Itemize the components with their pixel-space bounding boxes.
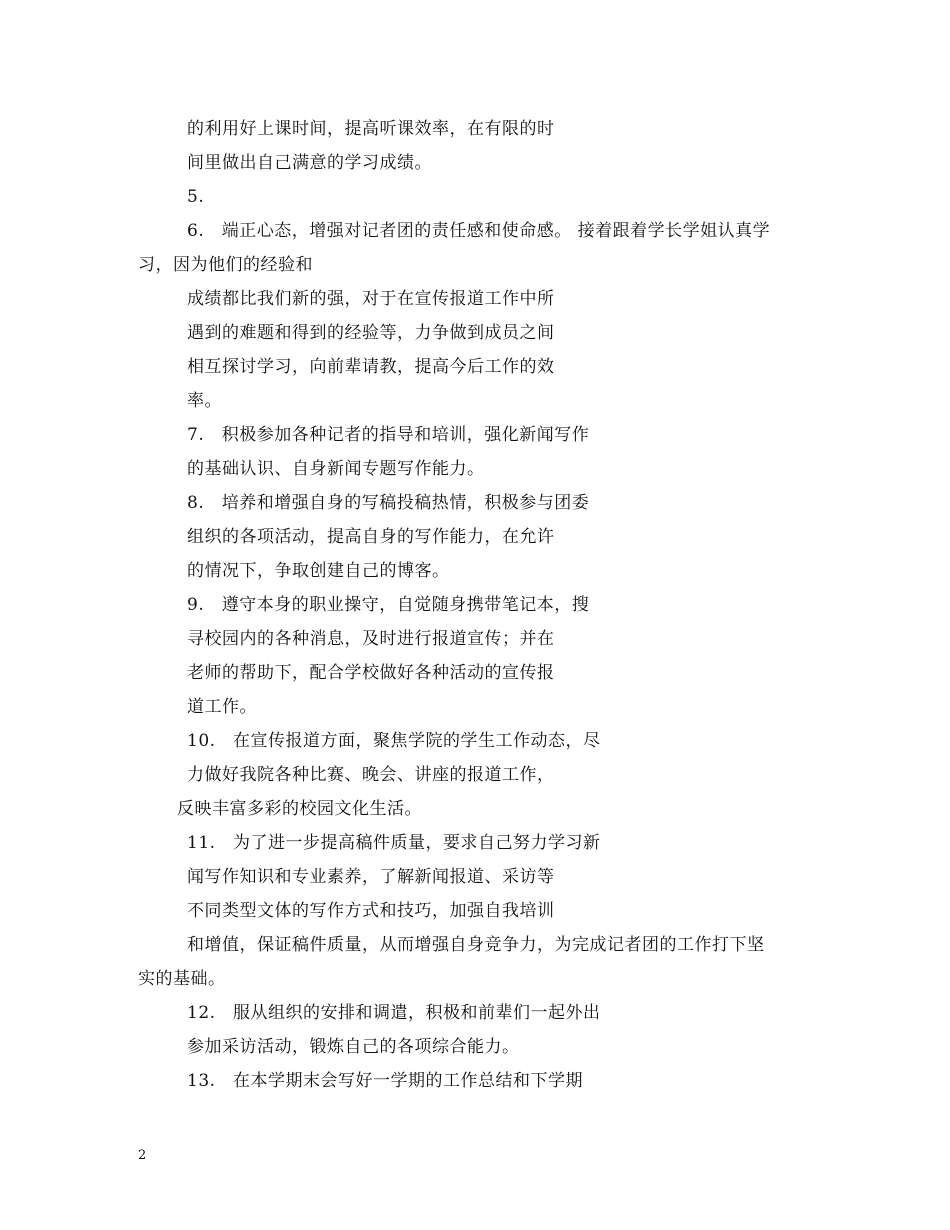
- text-line: 5.: [187, 187, 205, 207]
- text-line: 相互探讨学习，向前辈请教，提高今后工作的效: [187, 357, 555, 377]
- text-line: 反映丰富多彩的校园文化生活。: [177, 799, 422, 819]
- text-line: 习，因为他们的经验和: [138, 255, 313, 275]
- text-line: 和增值，保证稿件质量，从而增强自身竞争力，为完成记者团的工作打下坚: [187, 935, 765, 955]
- text-line: 10. 在宣传报道方面，聚焦学院的学生工作动态，尽: [187, 731, 601, 751]
- text-line: 实的基础。: [138, 969, 226, 989]
- text-line: 寻校园内的各种消息，及时进行报道宣传；并在: [187, 629, 555, 649]
- text-line: 间里做出自己满意的学习成绩。: [187, 153, 432, 173]
- text-line: 6. 端正心态，增强对记者团的责任感和使命感。 接着跟着学长学姐认真学: [187, 221, 771, 241]
- text-line: 率。: [187, 391, 222, 411]
- text-line: 道工作。: [187, 697, 257, 717]
- text-line: 参加采访活动，锻炼自己的各项综合能力。: [187, 1037, 520, 1057]
- text-line: 的利用好上课时间，提高听课效率，在有限的时: [187, 119, 555, 139]
- text-line: 11. 为了进一步提高稿件质量，要求自己努力学习新: [187, 833, 601, 853]
- page-number: 2: [138, 1148, 147, 1163]
- text-line: 力做好我院各种比赛、晚会、讲座的报道工作，: [187, 765, 555, 785]
- text-line: 的基础认识、自身新闻专题写作能力。: [187, 459, 485, 479]
- text-line: 13. 在本学期末会写好一学期的工作总结和下学期: [187, 1071, 584, 1091]
- text-line: 老师的帮助下，配合学校做好各种活动的宣传报: [187, 663, 555, 683]
- text-line: 遇到的难题和得到的经验等，力争做到成员之间: [187, 323, 555, 343]
- text-line: 12. 服从组织的安排和调遣，积极和前辈们一起外出: [187, 1003, 601, 1023]
- text-line: 8. 培养和增强自身的写稿投稿热情，积极参与团委: [187, 493, 590, 513]
- text-line: 闻写作知识和专业素养，了解新闻报道、采访等: [187, 867, 555, 887]
- text-line: 组织的各项活动，提高自身的写作能力，在允许: [187, 527, 555, 547]
- text-line: 不同类型文体的写作方式和技巧，加强自我培训: [187, 901, 555, 921]
- text-line: 9. 遵守本身的职业操守，自觉随身携带笔记本，搜: [187, 595, 590, 615]
- text-line: 成绩都比我们新的强，对于在宣传报道工作中所: [187, 289, 555, 309]
- text-line: 的情况下，争取创建自己的博客。: [187, 561, 450, 581]
- text-line: 7. 积极参加各种记者的指导和培训，强化新闻写作: [187, 425, 590, 445]
